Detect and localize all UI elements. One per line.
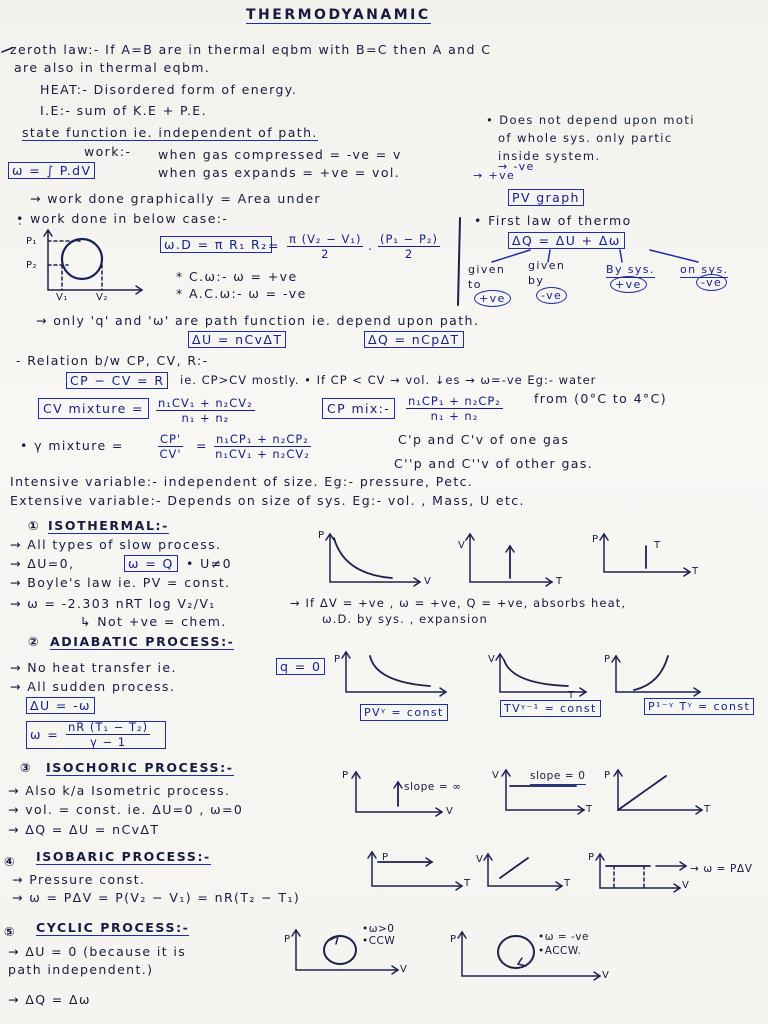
first-law-badge-3: +ve bbox=[610, 276, 647, 293]
first-law-badge-4: -ve bbox=[696, 274, 727, 291]
side-note-line-1: • Does not depend upon moti bbox=[486, 113, 695, 127]
isochoric-vt-axis-v: V bbox=[492, 770, 500, 781]
state-function-line: state function ie. independent of path. bbox=[22, 125, 318, 140]
gamma-mixture-label: • γ mixture = bbox=[20, 438, 124, 453]
isothermal-vt-axis-t: T bbox=[556, 576, 563, 587]
adiabatic-axis-p: P bbox=[334, 654, 341, 665]
isochoric-number: ③ bbox=[20, 760, 33, 775]
internal-energy-definition: I.E:- sum of K.E + P.E. bbox=[40, 103, 207, 118]
cyclic2-axis-p: P bbox=[450, 934, 457, 945]
water-temperature-range: from (0°C to 4°C) bbox=[534, 391, 667, 406]
work-label: work:- bbox=[84, 144, 132, 159]
isobaric-work-label: → ω = PΔV bbox=[690, 863, 753, 875]
gamma-mixture-fraction: $\frac{\text{n₁CP₁ + n₂CP₂}}{\text{n₁CV₁ + n₂CV₂}}$ bbox=[215, 432, 310, 461]
adiabatic-number: ② bbox=[28, 634, 41, 649]
isothermal-u-not-zero: • U≠0 bbox=[186, 556, 232, 571]
work-integral-formula: ω = ∫ P.dV bbox=[8, 162, 95, 179]
cyclic-axis-v: V bbox=[400, 964, 408, 975]
cyclic-axis-p: P bbox=[284, 934, 291, 945]
isochoric-axis-p: P bbox=[342, 770, 349, 781]
c-double-prime-other-gas: C''p and C''v of other gas. bbox=[394, 456, 594, 471]
work-done-formula: ω.D = π R₁ R₂ bbox=[160, 236, 272, 253]
cyclic-graph-clockwise bbox=[292, 930, 398, 974]
cyclic-accw-work-label: •ω = -ve bbox=[538, 931, 589, 943]
adiabatic-work-lhs: ω = bbox=[30, 727, 60, 742]
isobaric-heading: ISOBARIC PROCESS:- bbox=[36, 849, 211, 864]
isothermal-pt-axis-t2: T bbox=[692, 566, 699, 577]
first-law-given-by: given by bbox=[528, 259, 566, 287]
adiabatic-graph-pt bbox=[612, 656, 700, 696]
column-divider bbox=[458, 218, 460, 305]
graph-label-v2: V₂ bbox=[96, 292, 108, 303]
path-function-line: → only 'q' and 'ω' are path function ie. depend upon path. bbox=[36, 313, 480, 328]
graph-label-p2: P₂ bbox=[26, 260, 38, 271]
isothermal-pt-axis-p: P bbox=[592, 534, 599, 545]
isothermal-axis-v: V bbox=[424, 576, 432, 587]
isothermal-point-4: → ω = -2.303 nRT log V₂/V₁ bbox=[10, 596, 216, 611]
isobaric-vt-axis-t: T bbox=[564, 878, 571, 889]
isobaric-point-1: → Pressure const. bbox=[12, 872, 146, 887]
first-law-badge-1: +ve bbox=[474, 290, 511, 307]
side-note-line-2: of whole sys. only partic bbox=[498, 131, 673, 145]
isobaric-axis-p: P bbox=[382, 852, 389, 863]
cv-mixture-label: CV mixture = bbox=[43, 401, 144, 416]
gamma-mixture-prime-fraction: $\frac{CP'}{CV'}$ bbox=[159, 432, 182, 461]
clockwise-work: * C.ω:- ω = +ve bbox=[176, 269, 298, 284]
isochoric-graph-vt bbox=[502, 770, 584, 814]
heat-definition: HEAT:- Disordered form of energy. bbox=[40, 82, 298, 97]
adiabatic-work-fraction: $\frac{\text{nR (T₁ − T₂)}}{\gamma - 1}$ bbox=[68, 720, 149, 749]
work-expanded-arrow: → +ve bbox=[473, 169, 516, 182]
isothermal-point-2: → ΔU=0, bbox=[10, 556, 75, 571]
pv-circle-graph bbox=[44, 230, 142, 294]
adiabatic-pv-label: PVᵞ = const bbox=[360, 704, 448, 721]
cp-cv-note: ie. CP>CV mostly. • If CP < CV → vol. ↓es → ω=-ve Eg:- water bbox=[180, 373, 597, 387]
cyclic-point-1: → ΔU = 0 (because it is bbox=[8, 944, 187, 959]
cyclic2-axis-v: V bbox=[602, 970, 610, 981]
isochoric-pt-axis-t: T bbox=[704, 804, 711, 815]
first-law-equation: ΔQ = ΔU + Δω bbox=[508, 232, 625, 249]
isochoric-graph-pv bbox=[352, 772, 442, 816]
adiabatic-tv-axis-v: V bbox=[488, 654, 496, 665]
isothermal-w-equals-q: ω = Q bbox=[124, 555, 178, 572]
zeroth-law-arrow bbox=[2, 48, 12, 52]
gamma-mixture-equals: = bbox=[196, 438, 208, 453]
anticlockwise-work: * A.C.ω:- ω = -ve bbox=[176, 286, 307, 301]
isothermal-vt-axis-v: V bbox=[458, 540, 466, 551]
isothermal-point-1: → All types of slow process. bbox=[10, 537, 222, 552]
first-law-by-sys: By sys. bbox=[606, 263, 655, 276]
isochoric-point-3: → ΔQ = ΔU = nCvΔT bbox=[8, 822, 160, 837]
isothermal-pt-axis-t: T bbox=[654, 540, 661, 551]
isothermal-graph-pt bbox=[600, 534, 690, 576]
adiabatic-du-box: ΔU = -ω bbox=[26, 697, 95, 714]
work-done-dot: . bbox=[368, 238, 374, 253]
adiabatic-tv-label: TVᵞ⁻¹ = const bbox=[500, 700, 601, 717]
isochoric-vt-axis-t: T bbox=[586, 804, 593, 815]
relation-label: - Relation b/w CP, CV, R:- bbox=[16, 353, 209, 368]
isochoric-slope-infinite: slope = ∞ bbox=[404, 781, 462, 793]
graph-label-p1: P₁ bbox=[26, 236, 38, 247]
cyclic-heading: CYCLIC PROCESS:- bbox=[36, 920, 190, 935]
adiabatic-pt-label: P¹⁻ᵞ Tᵞ = const bbox=[644, 698, 754, 715]
isothermal-note-2: ω.D. by sys. , expansion bbox=[322, 612, 488, 626]
intensive-variable: Intensive variable:- independent of size. Eg:- pressure, Petc. bbox=[10, 474, 474, 489]
graph-label-v1: V₁ bbox=[56, 292, 68, 303]
c-prime-one-gas: C'p and C'v of one gas bbox=[398, 432, 570, 447]
work-case-label: • work done in below case:- bbox=[16, 211, 229, 226]
isobaric-axis-t: T bbox=[464, 878, 471, 889]
isothermal-point-5: ↳ Not +ve = chem. bbox=[80, 614, 227, 629]
side-note-line-3: inside system. bbox=[498, 149, 601, 163]
work-compressed-arrow: → -ve bbox=[498, 160, 535, 173]
isochoric-axis-v: V bbox=[446, 806, 454, 817]
isothermal-graph-vt bbox=[466, 534, 552, 586]
cv-mixture-fraction: $\frac{\text{n₁CV₁ + n₂CV₂}}{\text{n₁ + n₂}}$ bbox=[158, 396, 253, 425]
cp-mixture-label: CP mix:- bbox=[327, 401, 391, 416]
first-law-given-to: given to bbox=[468, 263, 506, 291]
cp-cv-box: CP − CV = R bbox=[66, 372, 168, 389]
adiabatic-tv-axis-t: T bbox=[568, 690, 575, 701]
isobaric-vt-axis-v: V bbox=[476, 854, 484, 865]
isobaric-pv-axis-v: V bbox=[682, 880, 690, 891]
isobaric-graph-vt bbox=[484, 854, 562, 890]
work-expanded: when gas expands = +ve = vol. bbox=[158, 165, 401, 180]
zeroth-law-line-1: zeroth law:- If A=B are in thermal eqbm with B=C then A and C bbox=[10, 42, 492, 57]
isothermal-number: ① bbox=[28, 518, 41, 533]
isochoric-heading: ISOCHORIC PROCESS:- bbox=[46, 760, 234, 775]
adiabatic-pt-axis-p: P bbox=[604, 654, 611, 665]
isobaric-graph-pv-area bbox=[596, 854, 686, 892]
cyclic-accw-label: •ACCW. bbox=[538, 945, 582, 957]
page-title: THERMODYANAMIC bbox=[246, 7, 431, 23]
isobaric-pv-axis-p: P bbox=[588, 852, 595, 863]
cyclic-ccw-work-label: •ω>0 bbox=[362, 923, 395, 935]
cyclic-point-2: path independent.) bbox=[8, 962, 154, 977]
extensive-variable: Extensive variable:- Depends on size of sys. Eg:- vol. , Mass, U etc. bbox=[10, 493, 525, 508]
isothermal-heading: ISOTHERMAL:- bbox=[48, 518, 169, 533]
isochoric-pt-axis-p: P bbox=[604, 770, 611, 781]
cyclic-ccw-label: •CCW bbox=[362, 935, 396, 947]
cyclic-graph-anticlockwise bbox=[458, 932, 600, 980]
adiabatic-graph-pv bbox=[342, 652, 446, 696]
first-law-branches bbox=[492, 250, 698, 262]
isothermal-note-1: → If ΔV = +ve , ω = +ve, Q = +ve, absorbs heat, bbox=[290, 596, 627, 610]
isochoric-point-2: → vol. = const. ie. ΔU=0 , ω=0 bbox=[8, 802, 244, 817]
first-law-label: • First law of thermo bbox=[474, 213, 632, 228]
isobaric-number: ④ bbox=[4, 854, 17, 869]
work-done-fraction-1: $\frac{\text{π (V₂ − V₁)}}{2}$ bbox=[289, 232, 362, 261]
pv-graph-box: PV graph bbox=[508, 189, 584, 206]
isochoric-point-1: → Also k/a Isometric process. bbox=[8, 783, 231, 798]
isothermal-graph-pv bbox=[326, 534, 420, 586]
work-graphically-line: → work done graphically = Area under bbox=[30, 191, 321, 206]
first-law-on-sys: on sys. bbox=[680, 263, 729, 276]
isochoric-slope-zero: slope = 0 bbox=[530, 769, 586, 785]
adiabatic-heading: ADIABATIC PROCESS:- bbox=[50, 634, 235, 649]
isobaric-point-2: → ω = PΔV = P(V₂ − V₁) = nR(T₂ − T₁) bbox=[12, 890, 301, 905]
adiabatic-point-2: → All sudden process. bbox=[10, 679, 176, 694]
cyclic-number: ⑤ bbox=[4, 924, 17, 939]
delta-u-box: ΔU = nCvΔT bbox=[188, 331, 286, 348]
isothermal-point-3: → Boyle's law ie. PV = const. bbox=[10, 575, 231, 590]
delta-q-box: ΔQ = nCpΔT bbox=[364, 331, 464, 348]
isochoric-graph-pt bbox=[614, 770, 702, 814]
work-compressed: when gas compressed = -ve = v bbox=[158, 147, 402, 162]
adiabatic-q-zero: q = 0 bbox=[276, 658, 325, 675]
isothermal-axis-p: P bbox=[318, 530, 325, 541]
work-done-equals: = bbox=[268, 238, 280, 253]
cyclic-point-3: → ΔQ = Δω bbox=[8, 992, 91, 1007]
first-law-badge-2: -ve bbox=[536, 287, 567, 304]
zeroth-law-line-2: are also in thermal eqbm. bbox=[14, 60, 211, 75]
cp-mixture-fraction: $\frac{\text{n₁CP₁ + n₂CP₂}}{\text{n₁ + n₂}}$ bbox=[408, 394, 501, 423]
work-done-fraction-2: $\frac{\text{(P₁ − P₂)}}{2}$ bbox=[380, 232, 439, 261]
adiabatic-point-1: → No heat transfer ie. bbox=[10, 660, 177, 675]
